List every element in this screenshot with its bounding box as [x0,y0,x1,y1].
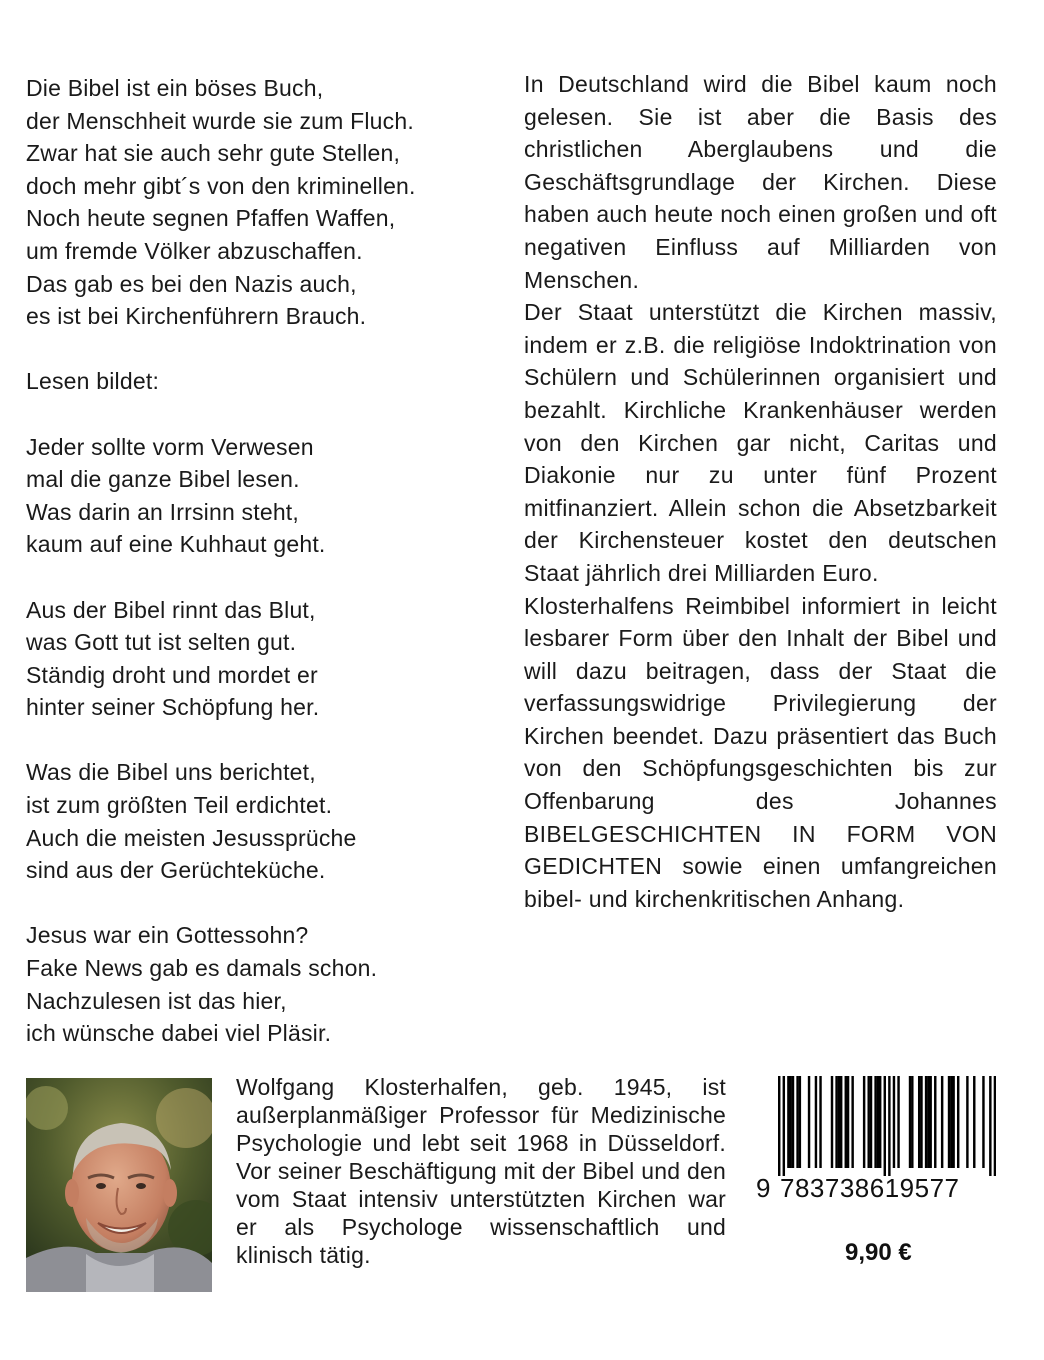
barcode-bar [787,1076,789,1168]
poem-line: Was die Bibel uns berichtet, [26,759,316,786]
barcode-bar [920,1076,922,1168]
barcode-bar [851,1076,853,1168]
poem-line: es ist bei Kirchenführern Brauch. [26,303,367,330]
poem-line: Lesen bildet: [26,368,160,395]
barcode-bar [884,1076,886,1176]
barcode-bar [840,1076,842,1168]
price-label: 9,90 € [845,1239,912,1266]
poem-line: hinter seiner Schöpfung her. [26,694,320,721]
barcode-bar [819,1076,821,1168]
barcode-bar [877,1076,879,1168]
poem-line: ich wünsche dabei viel Pläsir. [26,1020,332,1047]
barcode-bar [838,1076,840,1168]
poem-line: ist zum größten Teil erdichtet. [26,792,333,819]
barcode-bar [799,1076,801,1168]
poem-line: der Menschheit wurde sie zum Fluch. [26,107,414,134]
barcode-bar [929,1076,931,1168]
poem-line: kaum auf eine Kuhhaut geht. [26,531,326,558]
barcode-bar [925,1076,927,1168]
barcode-bar [948,1076,950,1168]
poem-stanza [26,756,506,886]
barcode-bar [879,1076,881,1168]
barcode-bar [893,1076,895,1168]
barcode-bars [778,1076,996,1176]
barcode-bar [966,1076,968,1168]
barcode-bar [835,1076,837,1168]
barcode-bar [982,1076,984,1168]
barcode-bar [934,1076,936,1168]
barcode-bar [792,1076,794,1168]
poem-line: Jeder sollte vorm Verwesen [26,433,314,460]
barcode-bar [847,1076,849,1168]
barcode-bar [918,1076,920,1168]
barcode-bar [867,1076,869,1168]
author-bio: Wolfgang Klosterhalfen, geb. 1945, ist außerplanmäßiger Professor für Medizinische Psychologie und lebt seit 1968 in Düsseldorf. Vor seiner Beschäftigung mit der Bibel und den vom Staat intensiv unterstützten Kirchen war er als Psychologe wissenschaftlich und klinisch tätig. [236,1074,726,1268]
barcode-bar [989,1076,991,1176]
barcode-digits: 783738619577 [780,1173,960,1203]
poem-line: was Gott tut ist selten gut. [26,629,297,656]
blurb-paragraph-2: Der Staat unterstützt die Kirchen massiv, indem er z.B. die religiöse Indoktrination von Schülern und Schülerinnen organisiert und bezahlt. Kirchliche Krankenhäuser werden von den Kirchen gar nicht, Caritas und Diakonie nur zu unter fünf Prozent mitfinanziert. Allein schon die Absetzbarkeit der Kirchensteuer kostet den deutschen Staat jährlich drei Milliarden Euro. [524,299,997,586]
blurb-paragraph-1: In Deutschland wird die Bibel kaum noch gelesen. Sie ist aber die Basis des christlichen Aberglaubens und die Geschäftsgrundlage der Kirchen. Diese haben auch heute noch einen großen und oft negativen Einfluss auf Milliarden von Menschen. [524,71,997,293]
barcode-bar [796,1076,798,1168]
blurb-title-caps: BIBELGESCHICHTEN IN FORM VON GEDICHTEN [524,820,997,880]
poem-line: Noch heute segnen Pfaffen Waffen, [26,205,396,232]
blurb-paragraph-3 [524,590,997,916]
poem-line: um fremde Völker abzuschaffen. [26,237,363,264]
barcode-bar [994,1076,996,1176]
barcode-bar [808,1076,810,1168]
barcode-bar [952,1076,954,1168]
barcode-first-digit: 9 [756,1173,771,1203]
poem-line: doch mehr gibt´s von den kriminellen. [26,172,416,199]
barcode-bar [778,1076,780,1176]
barcode-bar [815,1076,817,1168]
barcode-bar [941,1076,943,1168]
poem-stanza [26,919,506,1049]
poem-line: Ständig droht und mordet er [26,661,318,688]
isbn-barcode [756,1076,996,1206]
poem-line: Was darin an Irrsinn steht, [26,498,299,525]
poem-line: mal die ganze Bibel lesen. [26,466,300,493]
barcode-bar [911,1076,913,1168]
poem-line: Das gab es bei den Nazis auch, [26,270,357,297]
barcode-bar [897,1076,899,1168]
poem-stanza [26,72,506,333]
poem-line: Jesus war ein Gottessohn? [26,922,309,949]
barcode-bar [888,1076,890,1176]
barcode-bar [927,1076,929,1168]
barcode-bar [783,1076,785,1176]
barcode-bar [950,1076,952,1168]
poem-column [26,72,506,1082]
barcode-bar [863,1076,865,1168]
blurb-column [524,68,997,915]
poem-line: Aus der Bibel rinnt das Blut, [26,596,316,623]
barcode-bar [957,1076,959,1168]
poem-stanza [26,431,506,561]
blurb-paragraph-3-text: Klosterhalfens Reimbibel informiert in leicht lesbarer Form über den Inhalt der Bibel und will dazu beitragen, dass der Staat die verfassungswidrige Privilegierung der Kirchen beendet. Dazu präsentiert das Buch von den Schöpfungsgeschichten bis zur Offenbarung des Johannes [524,592,997,815]
poem-line: Zwar hat sie auch sehr gute Stellen, [26,140,401,167]
poem-line: Die Bibel ist ein böses Buch, [26,75,324,101]
poem-line: Fake News gab es damals schon. [26,955,378,982]
barcode-bar [831,1076,833,1168]
poem-line: Auch die meisten Jesussprüche [26,824,357,851]
barcode-bar [789,1076,791,1168]
blurb-paragraph-3-end: sowie einen umfangreichen bibel- und kirchenkritischen Anhang. [524,853,997,912]
author-photo [26,1078,212,1292]
poem-line: Nachzulesen ist das hier, [26,987,287,1014]
poem-line: sind aus der Gerüchteküche. [26,857,326,884]
barcode-bar [874,1076,876,1168]
barcode-bar [973,1076,975,1168]
poem-stanza [26,594,506,724]
barcode-bar [870,1076,872,1168]
barcode-bar [845,1076,847,1168]
barcode-bar [909,1076,911,1168]
poem-stanza [26,365,506,398]
